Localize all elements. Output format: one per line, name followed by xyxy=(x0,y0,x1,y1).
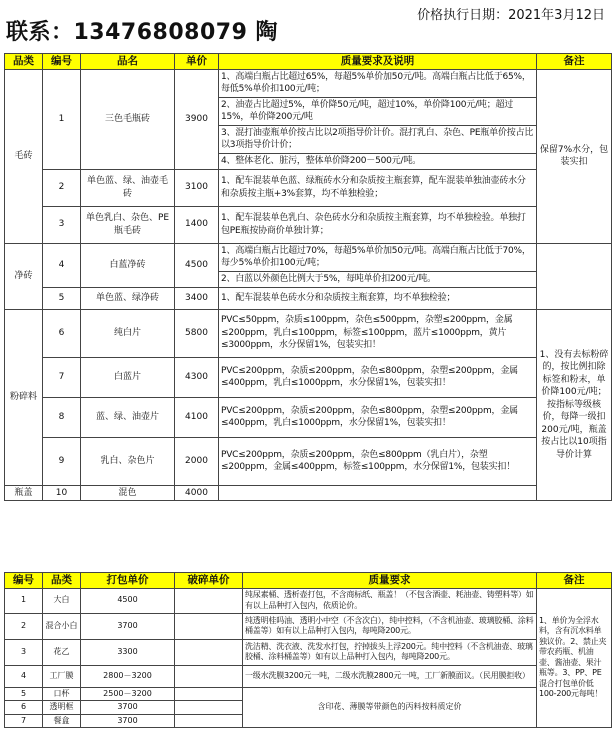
req-cell: 纯透明桂吗油、透明小中空（不含次白），纯中控料，（不含机油壶、玻璃胶桶、涂料桶盖等）如有以上品种打入包内，每吨降200元。 xyxy=(243,613,537,639)
crush-price-cell xyxy=(175,714,243,728)
req-cell: 含印花、薄膜等带颜色的丙料按料质定价 xyxy=(243,687,537,728)
no-cell: 1 xyxy=(5,588,43,613)
price-cell: 4000 xyxy=(175,485,219,501)
crush-price-cell xyxy=(175,639,243,665)
name-cell: 三色毛瓶砖 xyxy=(81,69,175,169)
note-cell xyxy=(537,243,612,309)
req-cell: 1、配车混装单色砖水分和杂质按主瓶套算，均不单独检验； xyxy=(219,287,537,309)
category-cell: 瓶盖 xyxy=(5,485,43,501)
note-cell: 1、单价为全浮水料，含有沉水料单独议价。2、禁止夹带农药瓶、机油壶、酱油壶、果汁瓶等。3、PP、PE混合打包单价低100-200元每吨！ xyxy=(537,588,612,728)
col-no: 编号 xyxy=(5,573,43,589)
req-cell: 一级水洗膜3200元一吨，二级水洗膜2800元一吨，工厂新膜面议。（民用膜拒收） xyxy=(243,665,537,687)
note-cell: 保留7%水分，包装实扣 xyxy=(537,69,612,243)
table-header-row xyxy=(5,573,612,589)
table-row xyxy=(5,397,612,437)
category-cell: 净砖 xyxy=(5,243,43,309)
no-cell: 6 xyxy=(43,309,81,357)
name-cell: 乳白、杂色片 xyxy=(81,437,175,485)
page-header xyxy=(0,0,615,52)
req-cell: 洗洁精、洗衣液、洗发水打包，拧掉拔头上浮200元。纯中控料（不含机油壶、玻璃胶桶、涂料桶盖等）如有以上品种打入包内，每吨降200元。 xyxy=(243,639,537,665)
crush-price-cell xyxy=(175,588,243,613)
col-category: 品类 xyxy=(5,54,43,70)
price-cell: 4100 xyxy=(175,397,219,437)
no-cell: 7 xyxy=(43,357,81,397)
no-cell: 2 xyxy=(43,169,81,206)
req-cell: 1、高端白瓶占比超过70%，每超5%单价加50元/吨。高端白瓶占比低于70%，每少5%单价扣100元/吨； xyxy=(219,243,537,271)
price-cell: 4500 xyxy=(175,243,219,287)
price-cell: 3400 xyxy=(175,287,219,309)
req-cell: 4、整体老化、脏污，整体单价降200－500元/吨。 xyxy=(219,153,537,169)
col-pack-price: 打包单价 xyxy=(81,573,175,589)
no-cell: 4 xyxy=(43,243,81,287)
no-cell: 3 xyxy=(5,639,43,665)
pack-price-cell: 3300 xyxy=(81,639,175,665)
table-header-row xyxy=(5,54,612,70)
category-cell: 大白 xyxy=(43,588,81,613)
price-cell: 3100 xyxy=(175,169,219,206)
price-cell: 5800 xyxy=(175,309,219,357)
name-cell: 纯白片 xyxy=(81,309,175,357)
req-cell: 3、混打油壶瓶单价按占比以2项指导价计价。混打乳白、杂色、PE瓶单价按占比以3项指导价计价； xyxy=(219,125,537,153)
col-notes: 备注 xyxy=(537,573,612,589)
no-cell: 2 xyxy=(5,613,43,639)
pack-price-cell: 3700 xyxy=(81,714,175,728)
category-cell: 毛砖 xyxy=(5,69,43,243)
table-row xyxy=(5,69,612,97)
req-cell: PVC≤200ppm，杂质≤200ppm，杂色≤800ppm，杂塑≤200ppm，金属≤400ppm，乳白≤1000ppm，水分保留1%，包装实扣！ xyxy=(219,357,537,397)
col-name: 品名 xyxy=(81,54,175,70)
no-cell: 8 xyxy=(43,397,81,437)
req-cell: 1、配车混装单色乳白、杂色砖水分和杂质按主瓶套算，均不单独检验。单独打包PE瓶按协商价单独计算； xyxy=(219,206,537,243)
table-row xyxy=(5,485,612,501)
name-cell: 蓝、绿、油壶片 xyxy=(81,397,175,437)
category-cell: 口杯 xyxy=(43,687,81,701)
price-date: 价格执行日期：2021年3月12日 xyxy=(417,8,605,23)
pack-price-cell: 2500－3200 xyxy=(81,687,175,701)
category-cell: 粉碎料 xyxy=(5,309,43,485)
category-cell: 透明框 xyxy=(43,701,81,715)
table-row xyxy=(5,613,612,639)
no-cell: 7 xyxy=(5,714,43,728)
col-category: 品类 xyxy=(43,573,81,589)
pack-price-cell: 2800－3200 xyxy=(81,665,175,687)
name-cell: 混色 xyxy=(81,485,175,501)
req-cell: 2、油壶占比超过5%，单价降50元/吨，超过10%，单价降100元/吨；超过15%，单价降200元/吨 xyxy=(219,97,537,125)
crush-price-cell xyxy=(175,665,243,687)
category-cell: 花乙 xyxy=(43,639,81,665)
note-cell: 1、没有去标粉碎的，按比例扣除标签和粉末，单价降100元/吨；按指标等级核价，每降一级扣200元/吨，瓶盖按占比以10项指导价计算 xyxy=(537,309,612,501)
no-cell: 3 xyxy=(43,206,81,243)
table-row xyxy=(5,357,612,397)
name-cell: 单色蓝、绿、油壶毛砖 xyxy=(81,169,175,206)
no-cell: 9 xyxy=(43,437,81,485)
table-row xyxy=(5,665,612,687)
crush-price-cell xyxy=(175,613,243,639)
category-cell: 工厂膜 xyxy=(43,665,81,687)
no-cell: 5 xyxy=(5,687,43,701)
req-cell xyxy=(219,485,537,501)
price-cell: 3900 xyxy=(175,69,219,169)
contact-info: 联系：13476808079 陶 xyxy=(6,20,279,45)
table-row xyxy=(5,206,612,243)
table-row xyxy=(5,639,612,665)
table-row xyxy=(5,169,612,206)
col-quality: 质量要求 xyxy=(243,573,537,589)
price-cell: 2000 xyxy=(175,437,219,485)
table-row xyxy=(5,309,612,357)
name-cell: 白蓝片 xyxy=(81,357,175,397)
table-row xyxy=(5,437,612,485)
req-cell: PVC≤200ppm，杂质≤200ppm，杂色≤800ppm（乳白片），杂塑≤200ppm，金属≤400ppm，标签≤100ppm，水分保留1%，包装实扣！ xyxy=(219,437,537,485)
col-no: 编号 xyxy=(43,54,81,70)
no-cell: 1 xyxy=(43,69,81,169)
no-cell: 10 xyxy=(43,485,81,501)
no-cell: 4 xyxy=(5,665,43,687)
price-table-pack xyxy=(4,572,612,728)
pack-price-cell: 4500 xyxy=(81,588,175,613)
col-notes: 备注 xyxy=(537,54,612,70)
name-cell: 白蓝净砖 xyxy=(81,243,175,287)
name-cell: 单色蓝、绿净砖 xyxy=(81,287,175,309)
pack-price-cell: 3700 xyxy=(81,613,175,639)
price-table-main xyxy=(4,53,612,501)
crush-price-cell xyxy=(175,687,243,701)
category-cell: 餐盒 xyxy=(43,714,81,728)
col-quality: 质量要求及说明 xyxy=(219,54,537,70)
col-crush-price: 破碎单价 xyxy=(175,573,243,589)
pack-price-cell: 3700 xyxy=(81,701,175,715)
req-cell: 纯尿素桶、透析壶打包，不含商标纸、瓶盖！（不包含酒壶、耗油壶、铸塑料等）如有以上品种打入包内，依质论价。 xyxy=(243,588,537,613)
req-cell: 1、配车混装单色蓝、绿瓶砖水分和杂质按主瓶套算，配车混装单独油壶砖水分和杂质按主瓶+3%套算，均不单独检验； xyxy=(219,169,537,206)
req-cell: PVC≤50ppm，杂质≤100ppm，杂色≤500ppm，杂塑≤200ppm，金属≤200ppm，乳白≤100ppm，标签≤100ppm，蓝片≤1000ppm，黄片≤3000ppm，水分保留1%，包装实扣！ xyxy=(219,309,537,357)
price-cell: 1400 xyxy=(175,206,219,243)
table-row xyxy=(5,588,612,613)
name-cell: 单色乳白、杂色、PE瓶毛砖 xyxy=(81,206,175,243)
req-cell: 2、白蓝以外颜色比例大于5%，每吨单价扣200元/吨。 xyxy=(219,271,537,287)
category-cell: 混合小白 xyxy=(43,613,81,639)
table-row xyxy=(5,243,612,271)
table-row xyxy=(5,687,612,701)
req-cell: PVC≤200ppm，杂质≤200ppm，杂色≤800ppm，杂塑≤200ppm，金属≤400ppm，乳白≤1000ppm，水分保留1%，包装实扣！ xyxy=(219,397,537,437)
no-cell: 6 xyxy=(5,701,43,715)
crush-price-cell xyxy=(175,701,243,715)
no-cell: 5 xyxy=(43,287,81,309)
price-cell: 4300 xyxy=(175,357,219,397)
table-row xyxy=(5,287,612,309)
req-cell: 1、高端白瓶占比超过65%，每超5%单价加50元/吨。高端白瓶占比低于65%，每低5%单价扣100元/吨； xyxy=(219,69,537,97)
col-price: 单价 xyxy=(175,54,219,70)
